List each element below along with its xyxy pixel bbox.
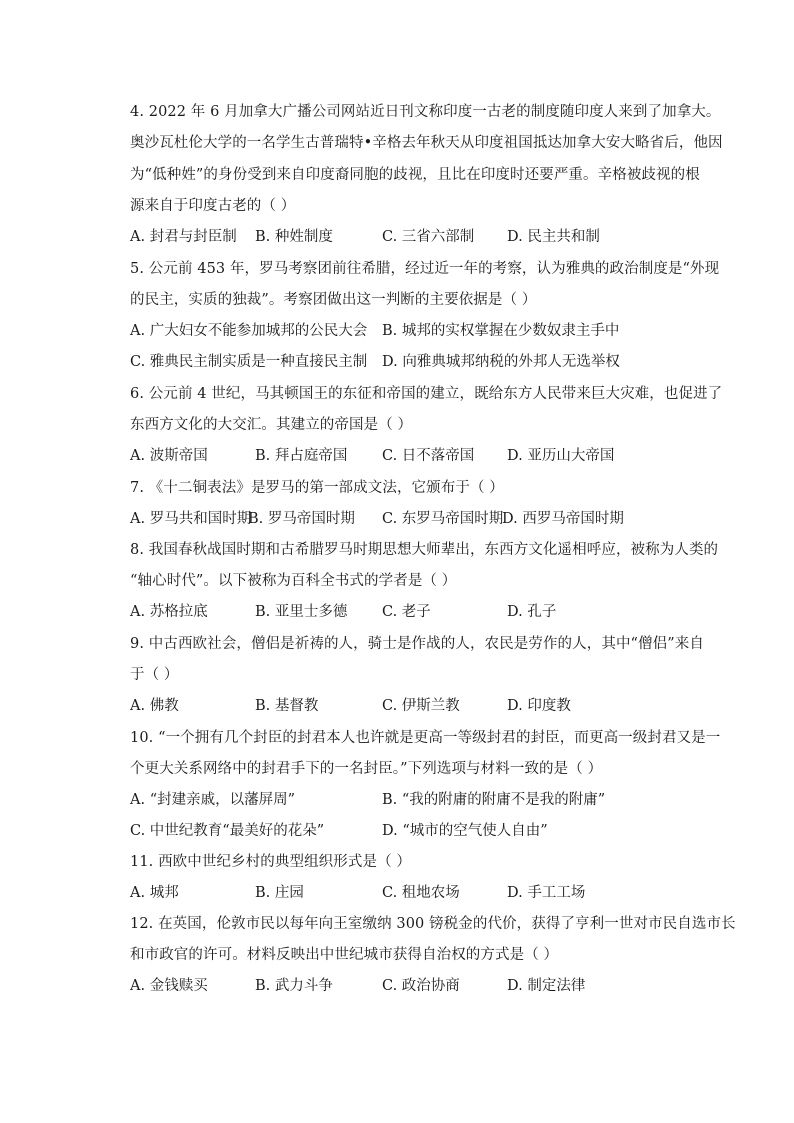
question-text-line: 于（ ） <box>130 666 179 683</box>
option-d: D. “城市的空气使人自由” <box>382 823 548 840</box>
question-text-line: 9. 中古西欧社会，僧侣是祈祷的人，骑士是作战的人，农民是劳作的人，其中“僧侣”来自 <box>130 635 704 652</box>
option-d: D. 民主共和制 <box>507 229 600 246</box>
option-a: A. 广大妇女不能参加城邦的公民大会 <box>130 323 368 340</box>
option-c: C. 三省六部制 <box>382 229 475 246</box>
question-text-line: 12. 在英国，伦敦市民以每年向王室缴纳 300 镑税金的代价，获得了亨利一世对市民自选市长 <box>130 915 736 932</box>
option-a: A. 苏格拉底 <box>130 604 208 621</box>
options-row <box>130 347 690 378</box>
question-text-line: 为“低种姓”的身份受到来自印度裔同胞的歧视，且比在印度时还要严重。辛格被歧视的根 <box>130 166 700 183</box>
question-text-line: 8. 我国春秋战国时期和古希腊罗马时期思想大师辈出，东西方文化遥相呼应，被称为人类的 <box>130 541 719 558</box>
question-text-line: 11. 西欧中世纪乡村的典型组织形式是（ ） <box>130 853 411 870</box>
option-c: C. 租地农场 <box>382 884 460 901</box>
option-b: B. 庄园 <box>255 884 304 901</box>
option-a: A. 金钱赎买 <box>130 978 208 995</box>
question-text-line: 4. 2022 年 6 月加拿大广播公司网站近日刊文称印度一古老的制度随印度人来到了加拿大。 <box>130 104 721 120</box>
question-9 <box>130 629 704 723</box>
options-row <box>130 504 690 535</box>
option-b: B. 拜占庭帝国 <box>255 448 348 465</box>
option-a: A. 封君与封臣制 <box>130 229 237 246</box>
question-text-line: 10. “一个拥有几个封臣的封君本人也许就是更高一等级封君的封臣，而更高一级封君又是一 <box>130 729 721 746</box>
options-row <box>130 597 690 628</box>
option-b: B. 亚里士多德 <box>255 604 348 621</box>
question-7 <box>130 473 690 536</box>
option-a: A. 罗马共和国时期 <box>130 510 252 527</box>
option-c: C. 雅典民主制实质是一种直接民主制 <box>130 354 368 371</box>
question-5 <box>130 254 720 379</box>
option-c: C. 伊斯兰教 <box>382 698 460 715</box>
question-text-line: “轴心时代”。以下被称为百科全书式的学者是（ ） <box>130 572 457 589</box>
option-c: C. 老子 <box>382 604 431 621</box>
options-row <box>130 785 690 816</box>
question-6 <box>130 379 723 473</box>
question-text-line: 个更大关系网络中的封君手下的一名封臣。”下列选项与材料一致的是（ ） <box>130 760 603 777</box>
question-text-line: 的民主，实质的独裁”。考察团做出这一判断的主要依据是（ ） <box>130 291 537 308</box>
options-row <box>130 441 690 472</box>
option-d: D. 孔子 <box>507 604 557 621</box>
question-text-line: 6. 公元前 4 世纪，马其顿国王的东征和帝国的建立，既给东方人民带来巨大灾难，也促进了 <box>130 385 723 402</box>
question-8 <box>130 535 719 629</box>
options-row <box>130 316 690 347</box>
question-text-line: 东西方文化的大交汇。其建立的帝国是（ ） <box>130 416 413 433</box>
option-d: D. 手工工场 <box>507 884 586 901</box>
question-10 <box>130 723 721 848</box>
option-b: B. 城邦的实权掌握在少数奴隶主手中 <box>382 323 620 340</box>
option-c: C. 日不落帝国 <box>382 448 475 465</box>
option-d: D. 西罗马帝国时期 <box>502 510 624 527</box>
option-b: B. “我的附庸的附庸不是我的附庸” <box>382 792 606 809</box>
option-b: B. 罗马帝国时期 <box>248 510 355 527</box>
option-b: B. 武力斗争 <box>255 978 333 995</box>
option-a: A. 佛教 <box>130 698 179 715</box>
options-row <box>130 971 690 1002</box>
option-a: A. 波斯帝国 <box>130 448 208 465</box>
question-text-line: 源来自于印度古老的（ ） <box>130 197 296 214</box>
option-c: C. 中世纪教育“最美好的花朵” <box>130 823 325 840</box>
option-d: D. 亚历山大帝国 <box>507 448 615 465</box>
question-text-line: 奥沙瓦杜伦大学的一名学生古普瑞特•辛格去年秋天从印度祖国抵达加拿大安大略省后，他因 <box>130 135 723 152</box>
question-12 <box>130 909 736 1003</box>
question-text-line: 7. 《十二铜表法》是罗马的第一部成文法，它颁布于（ ） <box>130 479 504 496</box>
option-b: B. 基督教 <box>255 698 319 715</box>
option-d: D. 制定法律 <box>507 978 586 995</box>
question-text-line: 5. 公元前 453 年，罗马考察团前往希腊，经过近一年的考察，认为雅典的政治制度是“外现 <box>130 260 720 277</box>
question-4 <box>130 97 723 253</box>
options-row <box>130 878 690 909</box>
option-b: B. 种姓制度 <box>255 229 333 246</box>
option-a: A. “封建亲戚，以藩屏周” <box>130 792 296 809</box>
options-row <box>130 816 690 847</box>
option-c: C. 政治协商 <box>382 978 460 995</box>
options-row <box>130 222 690 253</box>
question-text-line: 和市政官的许可。材料反映出中世纪城市获得自治权的方式是（ ） <box>130 946 559 963</box>
options-row <box>130 691 690 722</box>
question-11 <box>130 847 690 910</box>
option-d: D. 向雅典城邦纳税的外邦人无选举权 <box>382 354 620 371</box>
option-d: D. 印度教 <box>507 698 571 715</box>
option-a: A. 城邦 <box>130 884 179 901</box>
option-c: C. 东罗马帝国时期 <box>382 510 504 527</box>
